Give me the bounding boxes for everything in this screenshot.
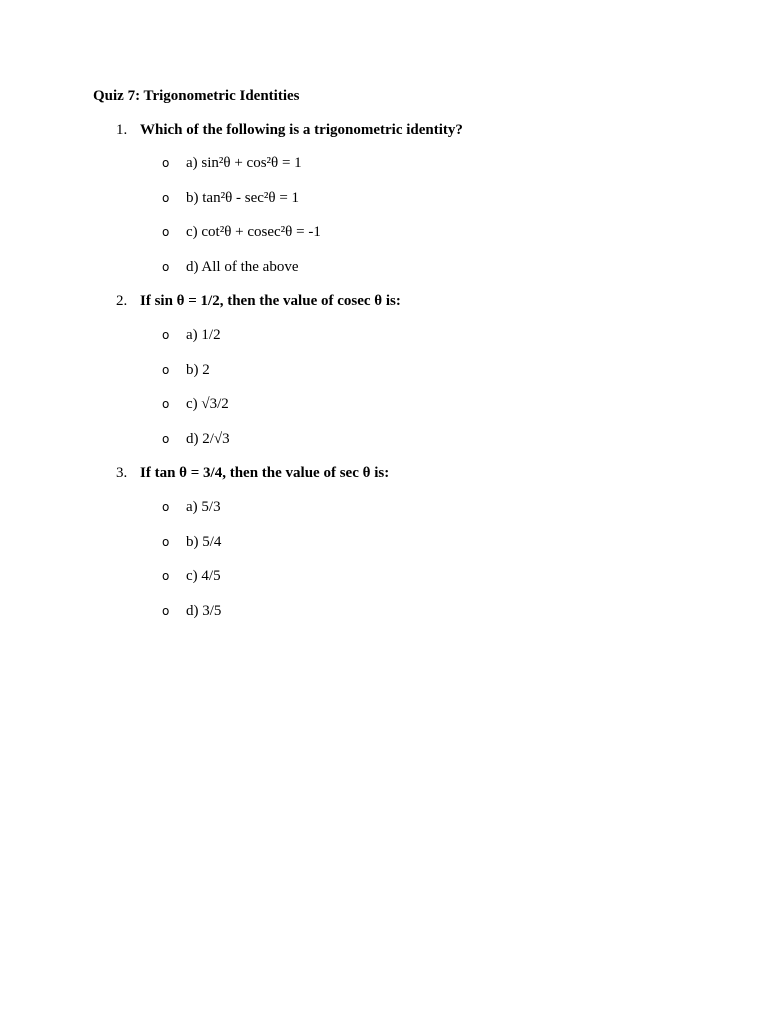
option-text: b) tan²θ - sec²θ = 1 bbox=[186, 190, 300, 206]
option-item bbox=[0, 154, 768, 172]
quiz-title: Quiz 7: Trigonometric Identities bbox=[93, 88, 300, 104]
option-text: c) √3/2 bbox=[186, 396, 229, 412]
option-text: d) 2/√3 bbox=[186, 431, 230, 447]
bullet-icon: o bbox=[162, 500, 170, 514]
question-text: Which of the following is a trigonometric identity? bbox=[140, 122, 463, 138]
option-item bbox=[0, 361, 768, 379]
option-item bbox=[0, 326, 768, 344]
option-text: b) 2 bbox=[186, 362, 210, 378]
option-text: d) 3/5 bbox=[186, 603, 222, 619]
bullet-icon: o bbox=[162, 260, 170, 274]
bullet-icon: o bbox=[162, 156, 170, 170]
bullet-icon: o bbox=[162, 363, 170, 377]
option-text: b) 5/4 bbox=[186, 534, 222, 550]
option-item bbox=[0, 498, 768, 516]
bullet-icon: o bbox=[162, 191, 170, 205]
option-item bbox=[0, 223, 768, 241]
bullet-icon: o bbox=[162, 535, 170, 549]
option-item bbox=[0, 258, 768, 276]
bullet-icon: o bbox=[162, 225, 170, 239]
bullet-icon: o bbox=[162, 397, 170, 411]
option-text: c) 4/5 bbox=[186, 568, 221, 584]
bullet-icon: o bbox=[162, 328, 170, 342]
option-text: a) 5/3 bbox=[186, 499, 221, 515]
option-item bbox=[0, 395, 768, 413]
option-item bbox=[0, 533, 768, 551]
option-text: a) 1/2 bbox=[186, 327, 221, 343]
option-item bbox=[0, 189, 768, 207]
option-item bbox=[0, 430, 768, 448]
option-text: d) All of the above bbox=[186, 259, 299, 275]
option-text: c) cot²θ + cosec²θ = -1 bbox=[186, 224, 321, 240]
option-item bbox=[0, 602, 768, 620]
question-text: If tan θ = 3/4, then the value of sec θ is: bbox=[140, 465, 390, 481]
question-text: If sin θ = 1/2, then the value of cosec θ is: bbox=[140, 293, 401, 309]
bullet-icon: o bbox=[162, 604, 170, 618]
bullet-icon: o bbox=[162, 432, 170, 446]
question-number: 2. bbox=[116, 293, 128, 309]
bullet-icon: o bbox=[162, 569, 170, 583]
question-number: 3. bbox=[116, 465, 128, 481]
option-item bbox=[0, 567, 768, 585]
question-number: 1. bbox=[116, 122, 128, 138]
option-text: a) sin²θ + cos²θ = 1 bbox=[186, 155, 302, 171]
